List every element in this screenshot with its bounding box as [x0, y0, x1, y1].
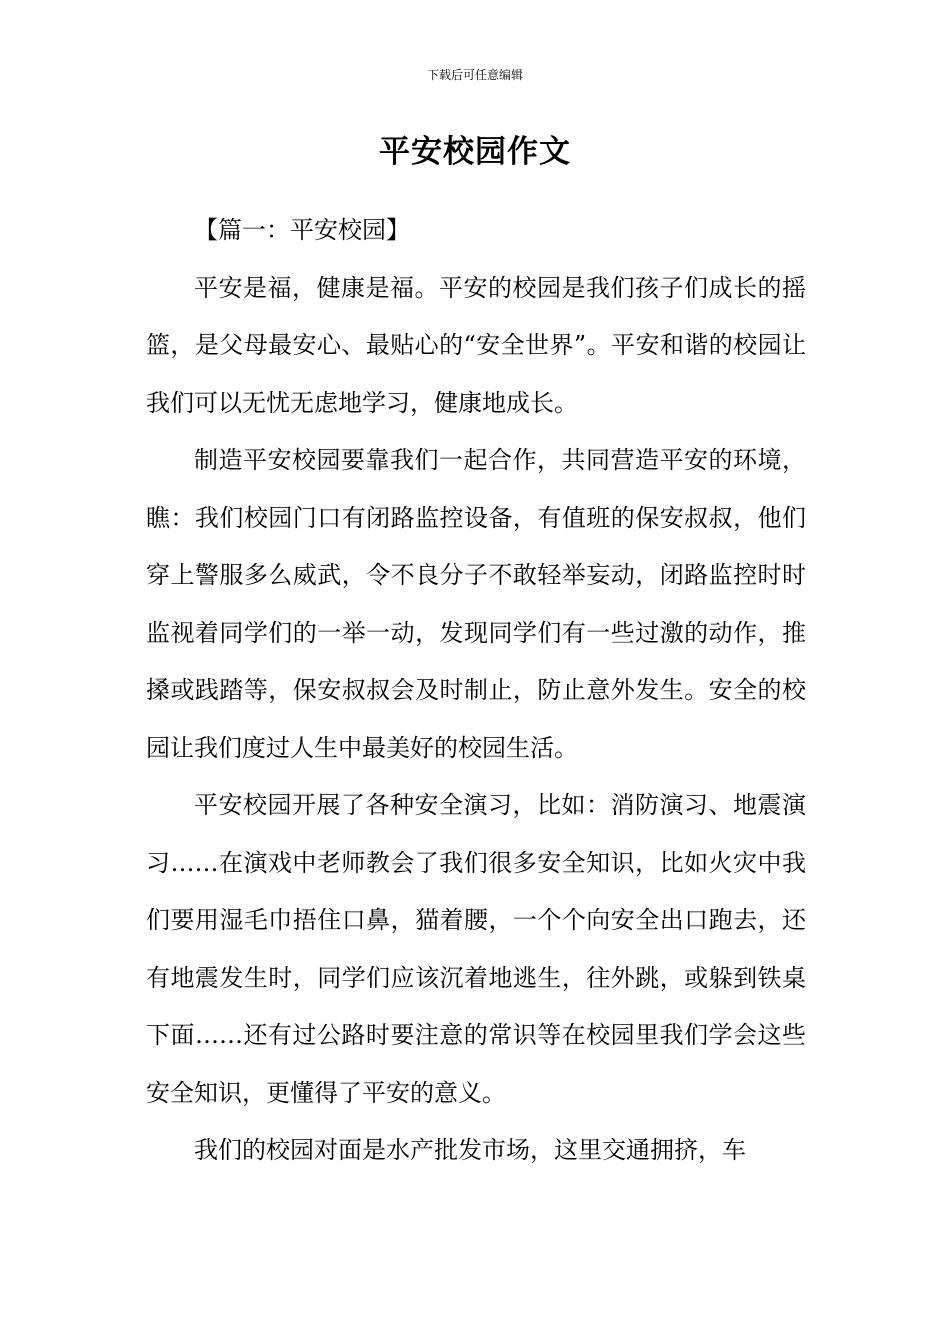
section-heading: 【篇一：平安校园】 — [194, 216, 410, 244]
document-title: 平安校园作文 — [379, 134, 571, 170]
paragraph-1: 平安是福，健康是福。平安的校园是我们孩子们成长的摇篮，是父母最安心、最贴心的“安全世界”。平安和谐的校园让我们可以无忧无虑地学习，健康地成长。 — [146, 273, 806, 417]
document-body — [146, 202, 806, 1180]
paragraph-3: 平安校园开展了各种安全演习，比如：消防演习、地震演习……在演戏中老师教会了我们很多安全知识，比如火灾中我们要用湿毛巾捂住口鼻，猫着腰，一个个向安全出口跑去，还有地震发生时，同学们应该沉着地逃生，往外跳，或躲到铁桌下面……还有过公路时要注意的常识等在校园里我们学会这些安全知识，更懂得了平安的意义。 — [146, 791, 806, 1107]
paragraph-2: 制造平安校园要靠我们一起合作，共同营造平安的环境，瞧：我们校园门口有闭路监控设备，有值班的保安叔叔，他们穿上警服多么威武，令不良分子不敢轻举妄动，闭路监控时时监视着同学们的一举一动，发现同学们有一些过激的动作，推搡或践踏等，保安叔叔会及时制止，防止意外发生。安全的校园让我们度过人生中最美好的校园生活。 — [146, 446, 806, 762]
header-note: 下载后可任意编辑 — [426, 68, 523, 82]
paragraph-4: 我们的校园对面是水产批发市场，这里交通拥挤，车 — [194, 1136, 746, 1164]
